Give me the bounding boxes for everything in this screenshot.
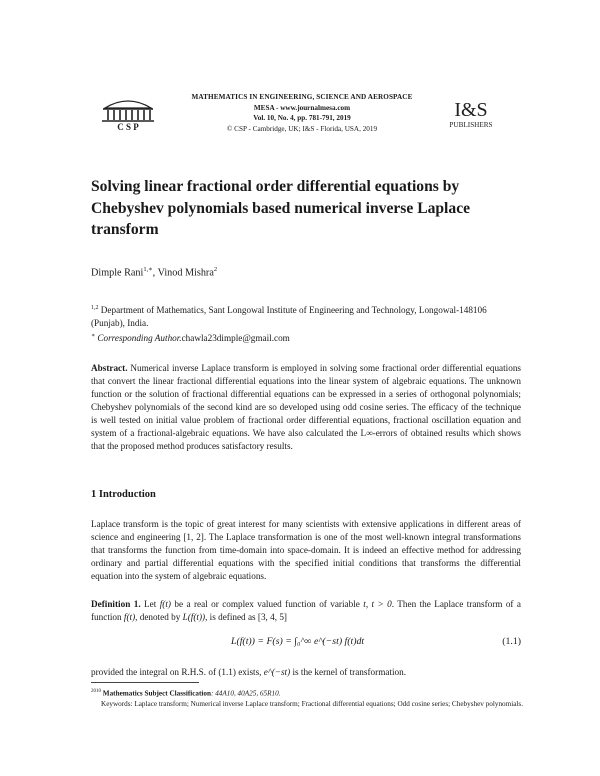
author-list <box>91 265 217 278</box>
section-heading: 1 Introduction <box>91 489 156 500</box>
author-affiliation-mark: 2 <box>213 266 218 273</box>
definition-text: Let <box>140 599 160 609</box>
affiliation <box>91 302 521 345</box>
msc-line <box>91 686 523 699</box>
abstract-label: Abstract. <box>91 363 128 373</box>
author-separator: , <box>152 267 158 279</box>
msc-year: 2010 <box>91 689 101 694</box>
corresponding-label: Corresponding Author. <box>95 333 182 344</box>
math-inline: t, t > 0 <box>363 599 392 609</box>
svg-text:PUBLISHERS: PUBLISHERS <box>449 121 493 129</box>
affiliation-line <box>91 302 521 330</box>
paragraph-text: provided the integral on R.H.S. of (1.1) exists, <box>91 667 264 677</box>
corresponding-mark: ∗ <box>91 333 96 340</box>
equation: L(f(t)) = F(s) = ∫₀^∞ e^(−st) f(t)dt <box>231 636 365 647</box>
math-inline: f(t) <box>159 599 171 609</box>
author-name: Dimple Rani <box>91 267 144 279</box>
math-inline: f(t) <box>123 612 136 622</box>
is-publishers-logo <box>443 94 499 132</box>
definition-text: be a real or complex valued function of variable <box>170 599 364 609</box>
corresponding-email[interactable]: chawla23dimple@gmail.com <box>181 333 290 344</box>
svg-text:C S P: C S P <box>117 122 139 132</box>
abstract <box>91 362 521 453</box>
msc-label: Mathematics Subject Classification <box>102 689 211 698</box>
keywords: Keywords: Laplace transform; Numerical inverse Laplace transform; Fractional differential equations; Odd cosine series; Chebyshev polynomials. <box>101 700 524 709</box>
footnote-rule <box>91 682 199 683</box>
svg-text:I&S: I&S <box>454 99 488 121</box>
msc-codes: : 44A10, 40A25, 65R10. <box>211 689 281 698</box>
abstract-text: Numerical inverse Laplace transform is employed in solving some fractional order differential equations that convert the linear fractional differential equations into the linear system of algebraic equations. The unknown function or the solution of fractional differential equations can be expressed in a series of orthogonal polynomials; Chebyshev polynomials of the second kind are so developed using odd cosine series. The efficacy of the technique is well tested on initial value problem of fractional order differential equations, fractional oscillation equation and system of a fractional-algebraic equations. We have also calculated the L∞-errors of obtained results which shows that the proposed method produces satisfactory results. <box>91 363 521 451</box>
definition-label: Definition 1. <box>91 599 141 609</box>
affiliation-mark: 1,2 <box>91 305 99 311</box>
journal-header <box>0 92 600 136</box>
definition-text: , is defined as [3, 4, 5] <box>205 612 287 622</box>
journal-info <box>168 92 436 134</box>
definition-text: , denoted by <box>135 612 183 622</box>
copyright-line: © CSP - Cambridge, UK; I&S - Florida, USA, 2019 <box>226 124 378 133</box>
journal-title: MATHEMATICS IN ENGINEERING, SCIENCE AND AEROSPACE <box>191 93 413 101</box>
author-affiliation-mark: 1,∗ <box>143 266 153 273</box>
math-inline: e^(−st) <box>263 667 291 677</box>
equation-block <box>91 633 521 657</box>
affiliation-text: Department of Mathematics, Sant Longowal Institute of Engineering and Technology, Longowal-148106 (Punjab), India. <box>91 305 487 329</box>
equation-number: (1.1) <box>502 636 521 647</box>
csp-logo <box>97 96 159 132</box>
math-inline: L(f(t)) <box>182 612 206 622</box>
author-name: Vinod Mishra <box>157 267 214 279</box>
intro-paragraph: Laplace transform is the topic of great interest for many scientists with extensive applications in different areas of science and engineering [1, 2]. The Laplace transformation is one of the most well-known integral transformations that transforms the function from time-domain into space-domain. It is indeed an effective method for addressing ordinary and partial differential equations with the specified initial conditions that transforms the differential equation into the system of algebraic equations. <box>91 519 521 581</box>
footnote <box>91 686 523 710</box>
definition-paragraph <box>91 598 521 624</box>
journal-site: MESA - www.journalmesa.com <box>253 103 351 112</box>
definition-text: . Then the Laplace transform of a function <box>91 599 521 622</box>
paragraph-text: is the kernel of transformation. <box>290 667 407 677</box>
kernel-paragraph <box>91 666 521 679</box>
volume-info: Vol. 10, No. 4, pp. 781-791, 2019 <box>253 114 351 122</box>
paper-title: Solving linear fractional order differential equations by Chebyshev polynomials based numerical inverse Laplace transform <box>91 178 471 238</box>
corresponding-author <box>91 330 521 345</box>
